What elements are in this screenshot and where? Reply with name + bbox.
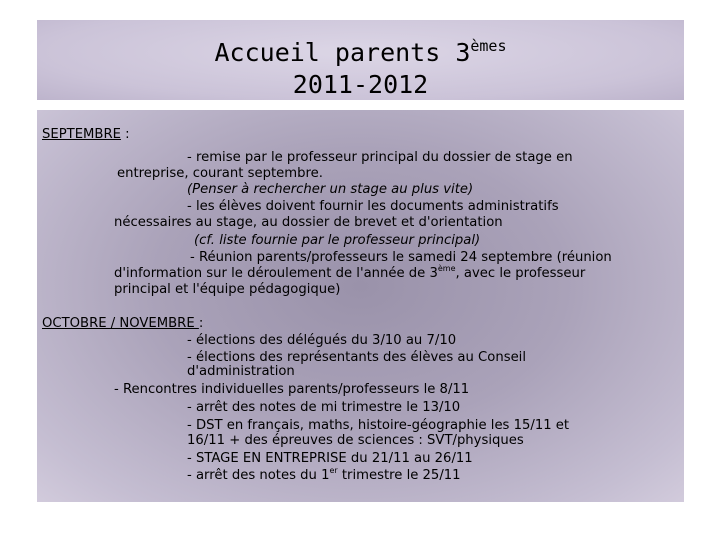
octobre-heading: OCTOBRE / NOVEMBRE [42, 316, 199, 331]
content-panel [37, 110, 684, 502]
octobre-last-text: - arrêt des notes du 1 [187, 468, 330, 483]
septembre-heading-line [42, 127, 130, 144]
title-superscript: èmes [470, 37, 507, 55]
septembre-line [114, 266, 585, 283]
septembre-info-text-after: , avec le professeur [455, 266, 586, 281]
octobre-line: 16/11 + des épreuves de sciences : SVT/physiques [187, 433, 524, 448]
octobre-line: - élections des représentants des élèves au Conseil [187, 350, 527, 365]
title-text: Accueil parents 3 [214, 38, 471, 67]
octobre-line: - arrêt des notes de mi trimestre le 13/10 [187, 400, 461, 415]
title-line-2: 2011-2012 [292, 70, 429, 99]
title-banner [37, 20, 684, 100]
septembre-line: (cf. liste fournie par le professeur principal) [194, 233, 481, 248]
septembre-line: principal et l'équipe pédagogique) [114, 282, 341, 297]
octobre-line: d'administration [187, 364, 295, 379]
octobre-line: - STAGE EN ENTREPRISE du 21/11 au 26/11 [187, 451, 473, 466]
septembre-info-sup: ème [437, 264, 456, 273]
octobre-heading-line [42, 316, 203, 333]
septembre-line: entreprise, courant septembre. [117, 166, 323, 181]
octobre-last-sup: er [329, 466, 338, 475]
septembre-line: - les élèves doivent fournir les documents administratifs [187, 199, 559, 214]
septembre-line: nécessaires au stage, au dossier de brevet et d'orientation [114, 215, 503, 230]
octobre-line [187, 468, 461, 485]
octobre-line: - élections des délégués du 3/10 au 7/10 [187, 333, 457, 348]
septembre-line: - remise par le professeur principal du dossier de stage en [187, 150, 573, 165]
octobre-colon: : [198, 316, 204, 331]
septembre-info-text: d'information sur le déroulement de l'année de 3 [114, 266, 438, 281]
septembre-heading: SEPTEMBRE [42, 127, 121, 142]
octobre-line: - DST en français, maths, histoire-géographie les 15/11 et [187, 418, 570, 433]
septembre-line: - Réunion parents/professeurs le samedi 24 septembre (réunion [190, 250, 612, 265]
septembre-line: (Penser à rechercher un stage au plus vite) [187, 182, 474, 197]
octobre-last-text-after: trimestre le 25/11 [337, 468, 461, 483]
title-line-1 [37, 30, 684, 69]
septembre-colon: : [120, 127, 130, 142]
octobre-line: - Rencontres individuelles parents/professeurs le 8/11 [114, 382, 470, 397]
